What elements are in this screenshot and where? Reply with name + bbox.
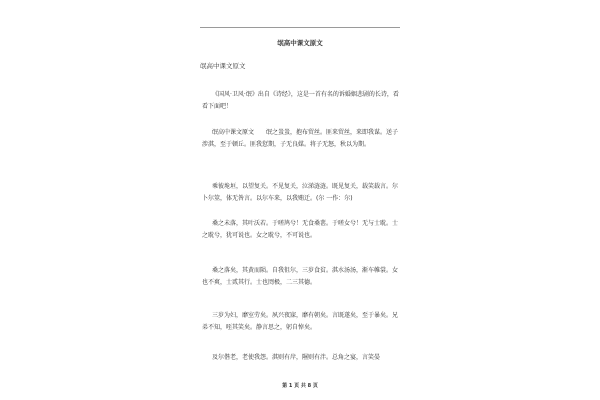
paragraph-stanza-3: 桑之未落，其叶沃若。于嗟鸠兮！无食桑葚。于嗟女兮！无与士耽。士之耽兮，犹可说也。女之耽兮，不可说也。 <box>202 220 399 239</box>
paragraph-stanza-2: 乘彼垝垣，以望复关。不见复关，泣涕涟涟。既见复关，载笑载言。尔卜尔筮，体无咎言。以尔车来，以我贿迁。(尔 一作：尔) <box>202 183 399 202</box>
paragraph-stanza-4: 桑之落矣，其黄而陨。自我徂尔，三岁食贫。淇水汤汤，渐车帷裳。女也不爽，士贰其行。士也罔极，二三其德。 <box>202 267 399 286</box>
document-subtitle: 氓高中课文原文 <box>200 62 246 70</box>
document-title: 氓高中课文原文 <box>277 39 323 47</box>
paragraph-stanza-5: 三岁为妇，靡室劳矣。夙兴夜寐，靡有朝矣。言既遂矣，至于暴矣。兄弟不知，咥其笑矣。静言思之，躬自悼矣。 <box>202 312 399 331</box>
header-rule <box>200 27 400 28</box>
paragraph-stanza-1: 氓高中课文原文 氓之蚩蚩，抱布贸丝。匪来贸丝，来即我谋。送子涉淇，至于顿丘。匪我愆期，子无良媒。将子无怒，秋以为期。 <box>202 129 399 148</box>
page-number-footer: 第 1 页 共 8 页 <box>282 383 318 389</box>
paragraph-intro: 《国风·卫风·氓》出自《诗经》，这是一首有名的诉婚姻悲剧的长诗，看看下面吧！ <box>202 91 399 110</box>
paragraph-stanza-6: 及尔偕老，老使我怨。淇则有岸，隰则有泮。总角之宴，言笑晏 <box>212 354 381 361</box>
